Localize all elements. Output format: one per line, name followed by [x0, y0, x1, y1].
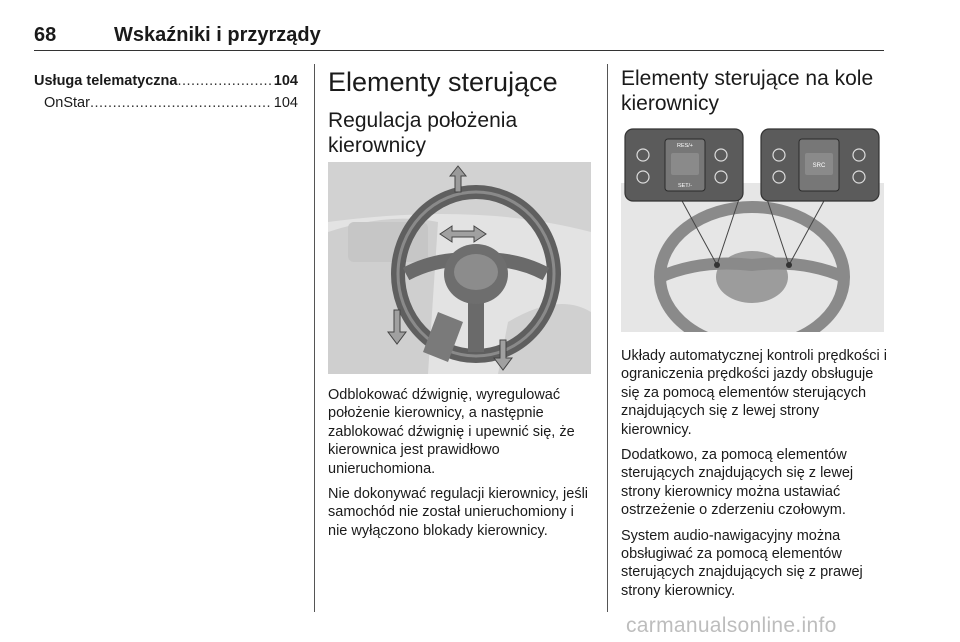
- paragraph: Dodatkowo, za pomocą elementów sterujących znajdujących się z lewej strony kierownicy można ustawiać ostrzeżenie o zderzeniu czołowym.: [621, 447, 854, 519]
- toc-leader-dots: [90, 92, 272, 114]
- toc-entry-telematics[interactable]: [34, 70, 298, 92]
- paragraph: Nie dokonywać regulacji kierownicy, jeśli samochód nie został unieruchomiony i nie wyłączono blokady kierownicy.: [328, 486, 589, 539]
- res-label: RES/+: [676, 143, 694, 149]
- page-number: 68: [34, 24, 57, 46]
- subsection-title: Regulacja położenia kierownicy: [328, 109, 518, 157]
- paragraph: System audio-nawigacyjny można obsługiwać za pomocą elementów sterujących znajdujących się z prawej strony kierownicy.: [621, 527, 863, 599]
- column-3-headings: [621, 66, 891, 116]
- toc-leader-dots: [177, 70, 271, 92]
- paragraph: Układy automatycznej kontroli prędkości i ograniczenia prędkości jazdy obsługuje się za pomocą elementów sterujących znajdujących się z lewej strony kierownicy.: [621, 348, 887, 438]
- column-divider-2: [607, 64, 608, 612]
- steering-adjustment-illustration: [328, 162, 591, 374]
- paragraph: Odblokować dźwignię, wyregulować położenie kierownicy, a następnie zablokować dźwignię i upewnić się, że kierownica jest prawidłowo unieruchomiona.: [328, 387, 575, 477]
- steering-wheel-controls-illustration: [621, 127, 884, 332]
- watermark: carmanualsonline.info: [626, 614, 837, 637]
- toc-entry-onstar[interactable]: [34, 92, 298, 114]
- chapter-title: Wskaźniki i przyrządy: [114, 24, 321, 46]
- toc-entry-page: 104: [273, 73, 298, 89]
- right-controls-panel: [761, 129, 879, 201]
- set-label: SET/-: [677, 183, 693, 189]
- left-controls-panel: [625, 129, 743, 201]
- wheel-controls-text: [621, 347, 891, 607]
- toc-entry-label: Usługa telematyczna: [34, 73, 178, 89]
- page-header: [34, 24, 884, 50]
- src-label: SRC: [812, 163, 826, 169]
- section-title: Elementy sterujące: [328, 67, 558, 97]
- section-title: Elementy sterujące na kole kierownicy: [621, 67, 874, 115]
- column-divider-1: [314, 64, 315, 612]
- table-of-contents: [34, 70, 298, 114]
- toc-entry-label: OnStar: [44, 95, 90, 111]
- column-2-headings: [328, 66, 593, 158]
- steering-adjust-text: [328, 386, 596, 547]
- toc-entry-page: 104: [273, 95, 298, 111]
- header-divider: [34, 50, 884, 51]
